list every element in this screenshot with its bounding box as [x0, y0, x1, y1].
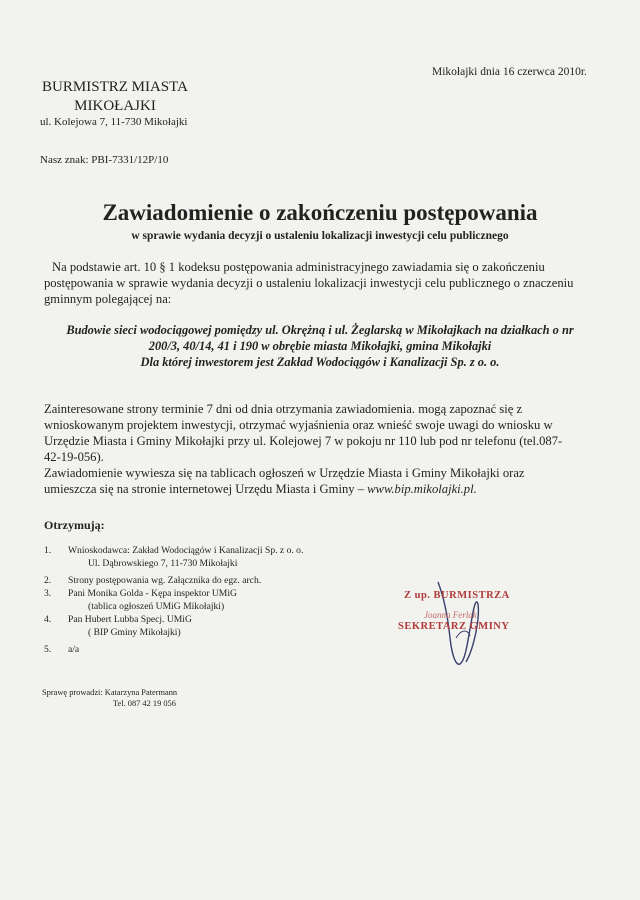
recipient-subtext: Ul. Dąbrowskiego 7, 11-730 Mikołajki [88, 558, 238, 569]
paragraph-parties-info [44, 401, 592, 465]
recipient-item [44, 643, 303, 656]
prepared-by: Sprawę prowadzi: Katarzyna Patermann [42, 688, 178, 697]
authority-line1: BURMISTRZ MIASTA [42, 79, 188, 95]
paragraph-line: gminnym polegającej na: [44, 292, 172, 306]
document-date: Mikołajki dnia 16 czerwca 2010r. [432, 66, 587, 78]
stamp-authority-line: Z up. BURMISTRZA [404, 590, 510, 601]
recipient-text: Wnioskodawca: Zakład Wodociągów i Kanalizacji Sp. z o. o. [68, 545, 304, 556]
paragraph-line: Zawiadomienie wywiesza się na tablicach ogłoszeń w Urzędzie Miasta i Gminy Mikołajki oraz [44, 466, 525, 480]
paragraph-legal-basis [44, 259, 592, 307]
recipients-list [44, 544, 303, 656]
recipient-text: Pan Hubert Lubba Specj. UMiG [68, 614, 192, 625]
recipient-item [44, 544, 303, 570]
paragraph-line [44, 481, 592, 497]
paragraph-publication [44, 465, 592, 497]
stamp-title-line: SEKRETARZ GMINY [398, 621, 510, 632]
recipient-number: 2. [44, 575, 52, 586]
recipient-subtext: ( BIP Gminy Mikołajki) [88, 627, 181, 638]
reference-number: Nasz znak: PBI-7331/12P/10 [40, 154, 169, 166]
bip-website-link[interactable]: www.bip.mikolajki.pl. [367, 482, 477, 496]
document-subtitle: w sprawie wydania decyzji o ustaleniu lokalizacji inwestycji celu publicznego [131, 230, 509, 242]
investment-description [40, 322, 600, 370]
paragraph-line: wnioskowanym projektem inwestycji, otrzymać wyjaśnienia oraz wnieść swoje uwagi do wniosku w [44, 418, 553, 432]
recipient-text: Strony postępowania wg. Załącznika do egz. arch. [68, 575, 262, 586]
contact-phone: Tel. 087 42 19 056 [113, 699, 176, 708]
recipients-heading: Otrzymują: [44, 518, 105, 532]
recipient-item [44, 613, 303, 639]
recipient-number: 4. [44, 614, 52, 625]
investment-line: Budowie sieci wodociągowej pomiędzy ul. Okrężną i ul. Żeglarską w Mikołajkach na działkach o nr [66, 323, 574, 337]
investment-line: Dla której inwestorem jest Zakład Wodociągów i Kanalizacji Sp. z o. o. [140, 355, 500, 369]
recipient-number: 1. [44, 545, 52, 556]
recipient-text: a/a [68, 644, 80, 655]
paragraph-line: Urzędzie Miasta i Gminy Mikołajki przy ul. Kolejowej 7 w pokoju nr 110 lub pod nr telefonu (tel.087- [44, 434, 563, 448]
recipient-item [44, 574, 303, 587]
paragraph-line-text: umieszcza się na stronie internetowej Urzędu Miasta i Gminy – [44, 482, 368, 496]
paragraph-line: 42-19-056). [44, 450, 104, 464]
recipient-subtext: (tablica ogłoszeń UMiG Mikołajki) [88, 601, 225, 612]
authority-name [40, 78, 190, 116]
authority-address: ul. Kolejowa 7, 11-730 Mikołajki [40, 116, 188, 128]
stamp-signature: Joanna Ferlak [424, 610, 477, 620]
paragraph-line: postępowania w sprawie wydania decyzji o ustaleniu lokalizacji inwestycji celu publicznego o znaczeniu [44, 276, 574, 290]
recipient-item [44, 587, 303, 613]
authority-line2: MIKOŁAJKI [74, 98, 156, 114]
recipient-number: 5. [44, 644, 52, 655]
paragraph-line: Zainteresowane strony terminie 7 dni od dnia otrzymania zawiadomienia. mogą zapoznać się z [44, 402, 523, 416]
paragraph-line: Na podstawie art. 10 § 1 kodeksu postępowania administracyjnego zawiadamia się o zakończeniu [52, 260, 545, 274]
document-title: Zawiadomienie o zakończeniu postępowania [102, 200, 538, 225]
investment-line: 200/3, 40/14, 41 i 190 w obrębie miasta Mikołajki, gmina Mikołajki [148, 339, 492, 353]
recipient-number: 3. [44, 588, 52, 599]
recipient-text: Pani Monika Golda - Kępa inspektor UMiG [68, 588, 237, 599]
